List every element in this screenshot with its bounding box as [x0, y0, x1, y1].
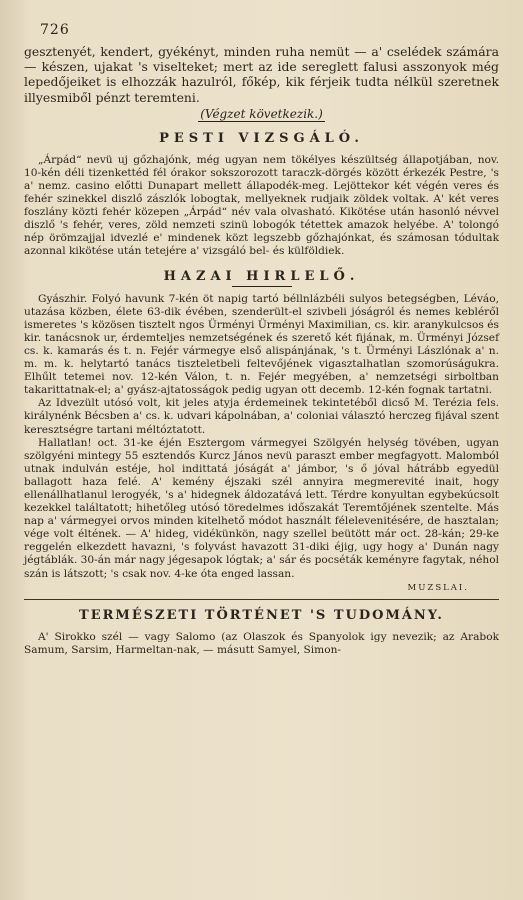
termeszeti-section [24, 608, 499, 657]
termeszeti-heading: TERMÉSZETI TÖRTÉNET 'S TUDOMÁNY. [79, 607, 444, 623]
hazai-paragraph-2: Az Idvezült utósó volt, kit jeles atyja érdemeinek tekintetéből dicső M. Terézia fels. királynénk Bécsben a' cs. k. udvari kápolnában, a' coloniai választó herczeg fijával szent keresztségre tartani méltóztatott. [24, 397, 499, 436]
termeszeti-paragraph: A' Sirokko szél — vagy Salomo (az Olaszok és Spanyolok igy nevezik; az Arabok Samum, Sarsim, Harmeltan-nak, — másutt Samyel, Simon- [24, 630, 499, 656]
heading-divider [232, 286, 292, 287]
intro-section [24, 44, 499, 121]
hazai-paragraph-1: Gyászhir. Folyó havunk 7-kén öt napig tartó béllnlázbéli sulyos betegségben, Léváo, utazása közben, élete 63-dik évében, szenderült-el szivbeli jóságról és nemes kebléről ismeretes 's közösen tisztelt ngos Ürményi Ürményi Maximilian, cs. kir. aranykulcsos és kir. tanácsnok ur, érdemteljes nemzetségének és szerető két fijának, m. Ürményi József cs. k. kamarás és t. n. Fejér vármegye első alispánjának, 's t. Ürményi Lászlónak a' n. m. m. k. helytartó tanács tiszteletbeli feltevőjének vigasztalhatlan szomorúságukra. Elhűlt tetemei nov. 12-kén Válon, t. n. Fejér megyében, a' nemzetségi sirboltban takarittatnak-el; a' gyász-ajtatosságok pedig ugyan ott decemb. 12-kén fognak tartatni. [24, 292, 499, 397]
pesti-vizsgalo-section [24, 131, 499, 259]
intro-paragraph: gesztenyét, kendert, gyékényt, minden ruha nemüt — a' cselédek számára — készen, ujakat 's viselteket; mert az ide sereglett falusi asszonyok még lepedőjeiket is elhozzák hazulról, főkép, kik férjeik tudta nélkül szeretnek illyesmiből pénzt teremteni. [24, 44, 499, 105]
hazai-hirlelo-heading: HAZAI HIRLELŐ. [163, 268, 360, 284]
signature: MUZSLAI. [407, 582, 469, 593]
continuation-text: (Végzet következik.) [200, 106, 323, 121]
hazai-hirlelo-section [24, 269, 499, 593]
continuation-note [24, 107, 499, 121]
page-number: 726 [40, 22, 70, 38]
pesti-vizsgalo-heading: PESTI VIZSGÁLÓ. [159, 130, 364, 146]
section-divider [24, 599, 499, 600]
hazai-paragraph-3: Hallatlan! oct. 31-ke éjén Esztergom vármegyei Szölgyén helység tövében, ugyan szölgyéni mintegy 55 esztendős Kurcz János nevü paraszt ember megfagyott. Malomból utnak indulván estéje, hol indittatá jóságát a' jámbor, 's ő jóval hátrább egyedül ballagott haza felé. A' kemény éjszaki szél annyira megmerevité inait, hogy ellenállhatlanul lerogyék, 's a' hidegnek áldozatává lett. Térdre konyultan egybekúcsolt kezekkel találtatott; hihetőleg utósó töredelmes időszakát Teremtőjének szentelte. Más nap a' vármegyei orvos minden kitelhető módot használt félelevenitésére, de hasztalan; vége volt éltének. — A' hideg, vidékünkön, nagy szellel beütött már oct. 28-kán; 29-ke reggelén elkezdett havazni, 's folyvást havazott 31-diki éjig, ugy hogy a' Dunán nagy jégtáblák. 30-án már nagy jégesapok lógtak; a' sár és pocséták keményre fagytak, néhol szán is látszott; 's csak nov. 4-ke óta enged lassan. [24, 436, 499, 580]
pesti-vizsgalo-paragraph: „Árpád“ nevü uj gőzhajónk, még ugyan nem tökélyes készültség állapotjában, nov. 10-kén déli tizenkettéd fél órakor sokszorozott taraczk-dörgés között érkezék Pestre, 's a' nemz. casino előtti Dunapart mellett állapodék-meg. Lejöttekor két végén veres és fehér szinekkel diszlő zászlók lobogtak, mellyeknek rudjaik zöldek voltak. A' két veres foszlány közti fehér közepen „Árpád“ név vala olvasható. Kikötése után hasonló névvel diszlő 's fehér, veres, zöld nemzeti szinü lobogók tétettek amazok helyébe. A' tolongó nép örömzajjal idvezlé e' mindenek közt legszebb gőzhajónkat, és számosan tódultak azonnal kikötése után tetejére a' vizsgáló bel- és külföldiek. [24, 153, 499, 258]
